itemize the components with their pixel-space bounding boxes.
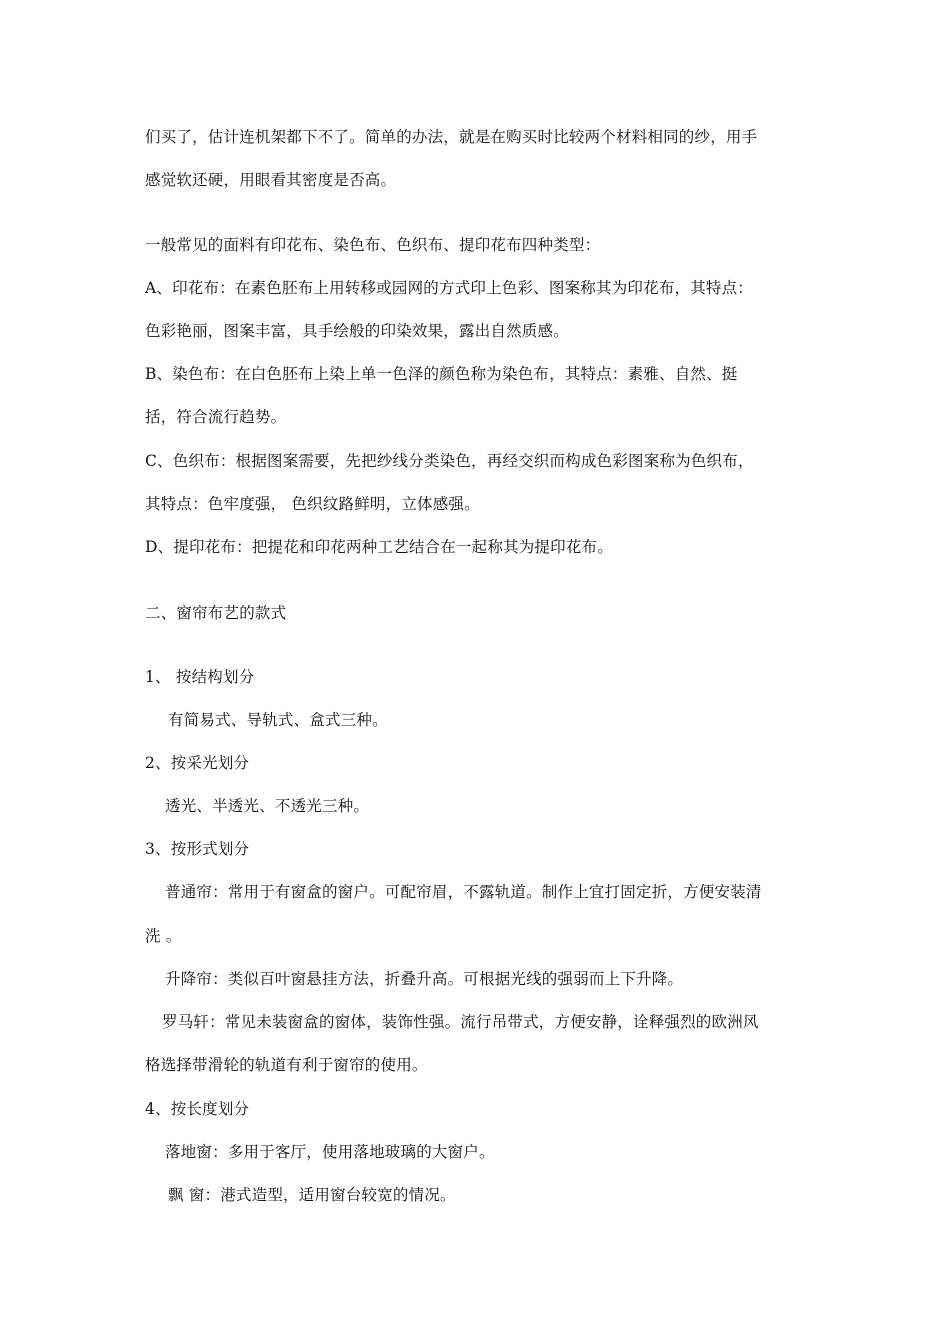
text-line-18: 洗 。	[145, 927, 182, 945]
text-line-10: D、提印花布：把提花和印花两种工艺结合在一起称其为提印花布。	[145, 538, 613, 556]
text-line-21: 格选择带滑轮的轨道有利于窗帘的使用。	[145, 1056, 428, 1074]
text-line-2: 感觉软还硬，用眼看其密度是否高。	[145, 171, 397, 189]
section-heading: 二、窗帘布艺的款式	[145, 604, 287, 622]
text-line-5: 色彩艳丽，图案丰富，具手绘般的印染效果，露出自然质感。	[145, 322, 569, 340]
text-line-19: 升降帘：类似百叶窗悬挂方法，折叠升高。可根据光线的强弱而上下升降。	[165, 970, 684, 988]
text-line-7: 括，符合流行趋势。	[145, 408, 287, 426]
subheading-3: 3、按形式划分	[145, 840, 250, 858]
subheading-2: 2、按采光划分	[145, 754, 250, 772]
text-line-15: 透光、半透光、不透光三种。	[165, 797, 370, 815]
text-line-8: C、色织布：根据图案需要，先把纱线分类染色，再经交织而构成色彩图案称为色织布，	[145, 452, 754, 470]
subheading-1: 1、 按结构划分	[145, 668, 255, 686]
text-line-3: 一般常见的面料有印花布、染色布、色织布、提印花布四种类型：	[145, 236, 601, 254]
text-line-24: 飘 窗：港式造型，适用窗台较宽的情况。	[168, 1186, 456, 1204]
subheading-4: 4、按长度划分	[145, 1100, 250, 1118]
text-line-23: 落地窗：多用于客厅，使用落地玻璃的大窗户。	[165, 1143, 495, 1161]
text-line-20: 罗马轩：常见未装窗盒的窗体，装饰性强。流行吊带式，方便安静，诠释强烈的欧洲风	[162, 1013, 759, 1031]
text-line-9: 其特点：色牢度强， 色织纹路鲜明，立体感强。	[145, 495, 480, 513]
text-line-4: A、印花布：在素色胚布上用转移或园网的方式印上色彩、图案称其为印花布，其特点：	[145, 279, 753, 297]
text-line-13: 有简易式、导轨式、盒式三种。	[168, 711, 388, 729]
text-line-1: 们买了，估计连机架都下不了。简单的办法，就是在购买时比较两个材料相同的纱，用手	[145, 128, 758, 146]
text-line-17: 普通帘：常用于有窗盒的窗户。可配帘眉，不露轨道。制作上宜打固定折，方便安装清	[165, 883, 762, 901]
text-line-6: B、染色布：在白色胚布上染上单一色泽的颜色称为染色布，其特点：素雅、自然、挺	[145, 365, 738, 383]
